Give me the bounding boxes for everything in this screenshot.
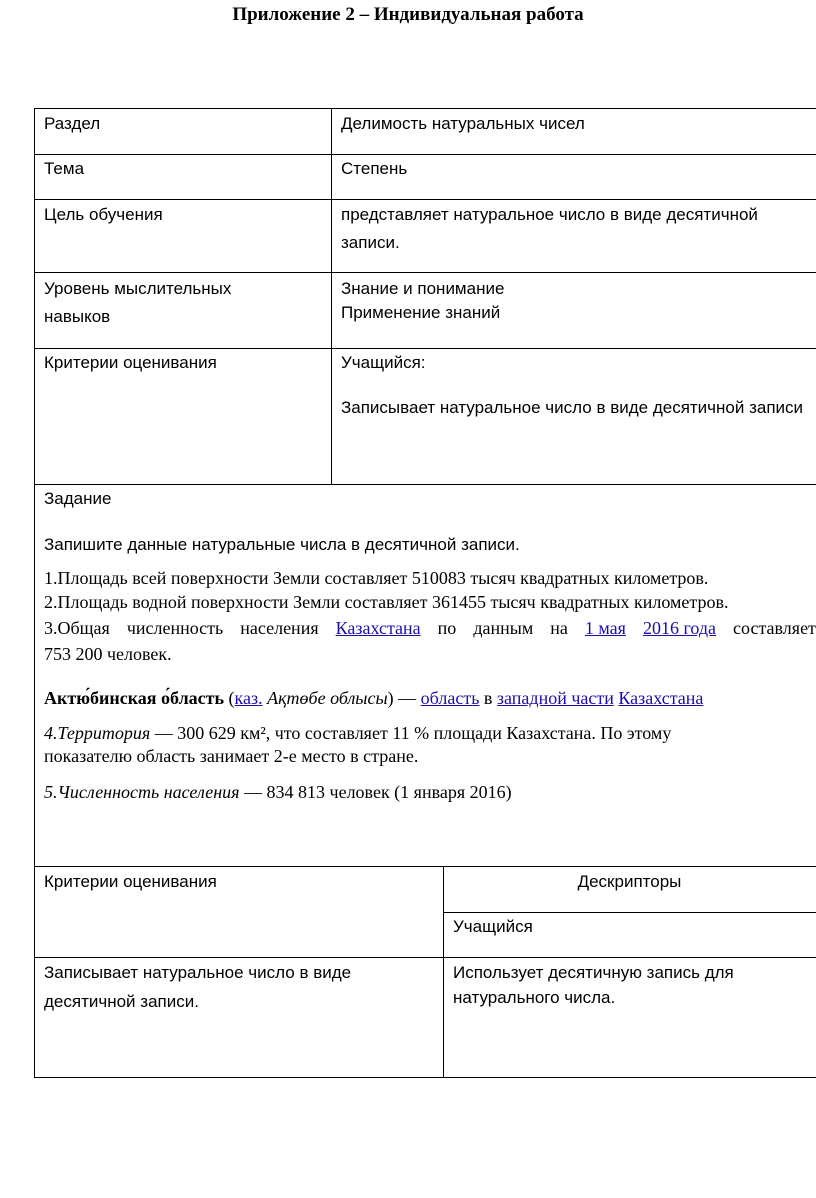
kazakhstan-link[interactable]: Казахстана [335, 618, 421, 638]
population-label: 5.Численность населения [44, 782, 240, 802]
population-text: — 834 813 человек (1 января 2016) [239, 782, 512, 802]
word: на [550, 618, 568, 638]
descriptor-line2: натурального числа. [453, 988, 616, 1007]
word: 3.Общая [44, 618, 110, 638]
table-row-divider [443, 912, 816, 913]
goal-label: Цель обучения [44, 205, 163, 224]
student-subheader: Учащийся [453, 917, 533, 936]
word: численность [126, 618, 224, 638]
paren-open: ( [224, 688, 235, 708]
descriptors-header: Дескрипторы [577, 872, 682, 891]
skills-value-line2: Применение знаний [341, 303, 501, 322]
task-item-3-line2: 753 200 человек. [44, 644, 172, 664]
skills-value-line1: Знание и понимание [341, 279, 505, 298]
kaz-language-link[interactable]: каз. [234, 688, 263, 708]
criteria-value-line2: Записывает натуральное число в виде десятичной записи [341, 398, 804, 417]
table-row-divider [34, 272, 816, 273]
goal-value-line2: записи. [341, 233, 400, 252]
kazakhstan-link-2[interactable]: Казахстана [618, 688, 704, 708]
topic-label: Тема [44, 159, 85, 178]
task-item-4 [44, 722, 816, 745]
topic-value: Степень [341, 159, 408, 178]
table-border-left [34, 108, 35, 1078]
task-item-4-line2: показателю область занимает 2-е место в стране. [44, 746, 419, 766]
task-instruction: Запишите данные натуральные числа в десятичной записи. [44, 535, 520, 554]
region-name: Актю́бинская о́бласть [44, 688, 225, 708]
criteria-label: Критерии оценивания [44, 353, 217, 372]
table-border-bottom [34, 1077, 816, 1078]
criteria-value-line1: Учащийся: [341, 353, 426, 372]
table-row-divider [34, 348, 816, 349]
page-title: Приложение 2 – Индивидуальная работа [232, 4, 584, 25]
word: данным [473, 618, 534, 638]
criterion-line2: десятичной записи. [44, 992, 199, 1011]
western-part-link[interactable]: западной части [496, 688, 614, 708]
oblast-link[interactable]: область [420, 688, 480, 708]
task-heading: Задание [44, 489, 112, 508]
year-link[interactable]: 2016 года [642, 618, 717, 638]
table-row-divider [34, 484, 816, 485]
territory-text: — 300 629 км², что составляет 11 % площади Казахстана. По этому [150, 723, 672, 743]
word: населения [240, 618, 319, 638]
table-row-divider [34, 866, 816, 867]
criteria-header: Критерии оценивания [44, 872, 217, 891]
criterion-line1: Записывает натуральное число в виде [44, 963, 352, 982]
territory-label: 4.Территория [44, 723, 151, 743]
word: по [437, 618, 457, 638]
region-line [44, 687, 816, 710]
table-column-divider [331, 108, 332, 485]
task-item-2: 2.Площадь водной поверхности Земли составляет 361455 тысяч квадратных километров. [44, 592, 729, 612]
table-border-top [34, 108, 816, 109]
paren-close: ) — [387, 688, 421, 708]
table-row-divider [34, 199, 816, 200]
preposition: в [479, 688, 497, 708]
date-link[interactable]: 1 мая [584, 618, 626, 638]
skills-label-line1: Уровень мыслительных [44, 279, 232, 298]
kazakh-name: Ақтөбе облысы [262, 688, 388, 708]
table-row-divider [34, 957, 816, 958]
task-item-1: 1.Площадь всей поверхности Земли составляет 510083 тысяч квадратных километров. [44, 568, 709, 588]
task-item-3 [44, 617, 816, 640]
skills-label-line2: навыков [44, 307, 111, 326]
task-item-5 [44, 781, 512, 804]
section-label: Раздел [44, 114, 101, 133]
descriptor-line1: Использует десятичную запись для [453, 963, 734, 982]
section-value: Делимость натуральных чисел [341, 114, 585, 133]
goal-value-line1: представляет натуральное число в виде десятичной [341, 205, 758, 224]
table-column-divider [443, 866, 444, 1078]
word: составляет [733, 618, 816, 638]
table-row-divider [34, 154, 816, 155]
